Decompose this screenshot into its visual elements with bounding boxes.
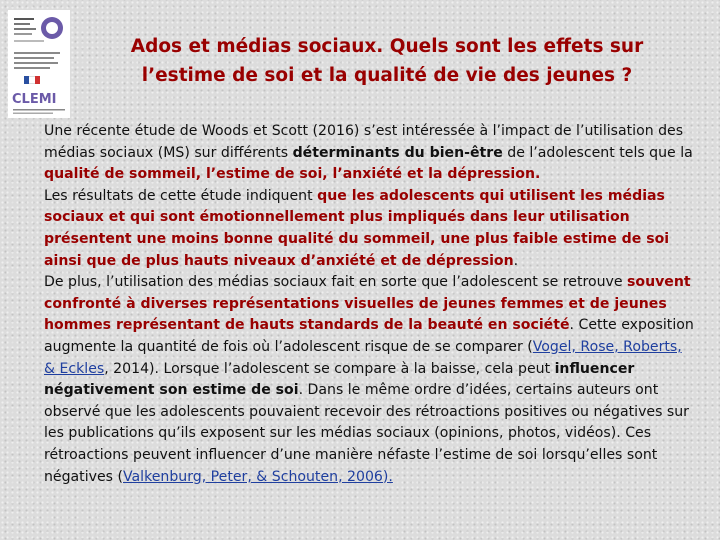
paragraph-intro: [44, 121, 694, 186]
citation-link-vogel[interactable]: Vogel, Rose, Roberts, & Eckles: [44, 338, 682, 377]
text-run: , 2014). Lorsque l’adolescent se compare à la baisse, cela peut: [104, 360, 555, 377]
text-run: de l’adolescent tels que la: [502, 144, 693, 161]
slide-title: [100, 32, 674, 90]
clemi-logo: CLEMI: [12, 92, 57, 107]
french-flag-icon: [24, 76, 40, 84]
text-run: . Cette exposition augmente la quantité de fois où l’adolescent risque de se comparer (: [44, 317, 694, 355]
logo-text-line: [14, 62, 58, 64]
emphasis-self-esteem: influencer négativement son estime de soi: [44, 360, 635, 399]
citation-link-valkenburg[interactable]: Valkenburg, Peter, & Schouten, 2006).: [122, 468, 393, 485]
text-run: Une récente étude de Woods et Scott (2016) s’est intéressée à l’impact de l’utilisation des médias sociaux (MS) sur différents: [44, 123, 684, 161]
title-line-1: Ados et médias sociaux. Quels sont les effets sur: [130, 36, 644, 57]
slide-body: [44, 121, 694, 488]
logo-text-line: [14, 52, 60, 54]
text-run: .: [534, 166, 541, 183]
emphasis-wellbeing: déterminants du bien-être: [292, 144, 503, 161]
highlight-beauty-standards: souvent confronté à diverses représentations visuelles de jeunes femmes et de jeunes hommes représentant de hauts standards de la beauté en société: [44, 274, 691, 334]
text-run: Les résultats de cette étude indiquent: [44, 187, 318, 204]
highlight-results: que les adolescents qui utilisent les médias sociaux et qui sont émotionnellement plus impliqués dans leur utilisation présentent une moins bonne qualité du sommeil, une plus faible estime de soi ainsi que de plus hauts niveaux d’anxiété et de dépression: [44, 187, 670, 269]
text-run: . Dans le même ordre d’idées, certains auteurs ont observé que les adolescents pouvaient recevoir des rétroactions positives ou négatives sur les publications qu’ils exposent sur les médias sociaux (opinions, photos, vidéos). Ces rétroactions peuvent influencer d’une manière néfaste l’estime de soi lorsqu’elles sont négatives (: [44, 382, 689, 485]
logo-text-line: [14, 57, 54, 59]
text-run: De plus, l’utilisation des médias sociaux fait en sorte que l’adolescent se retrouve: [44, 274, 628, 291]
paragraph-comparison: [44, 272, 694, 488]
highlight-factors: qualité de sommeil, l’estime de soi, l’anxiété et la dépression: [44, 166, 535, 183]
title-line-2: l’estime de soi et la qualité de vie des jeunes ?: [141, 65, 633, 86]
logo-panel: [8, 10, 70, 118]
logo-text-line: [14, 67, 50, 69]
paragraph-results: [44, 186, 694, 272]
text-run: .: [513, 252, 519, 269]
ministry-logo-icon: [12, 14, 66, 48]
clemi-tagline-icon: [13, 109, 65, 115]
